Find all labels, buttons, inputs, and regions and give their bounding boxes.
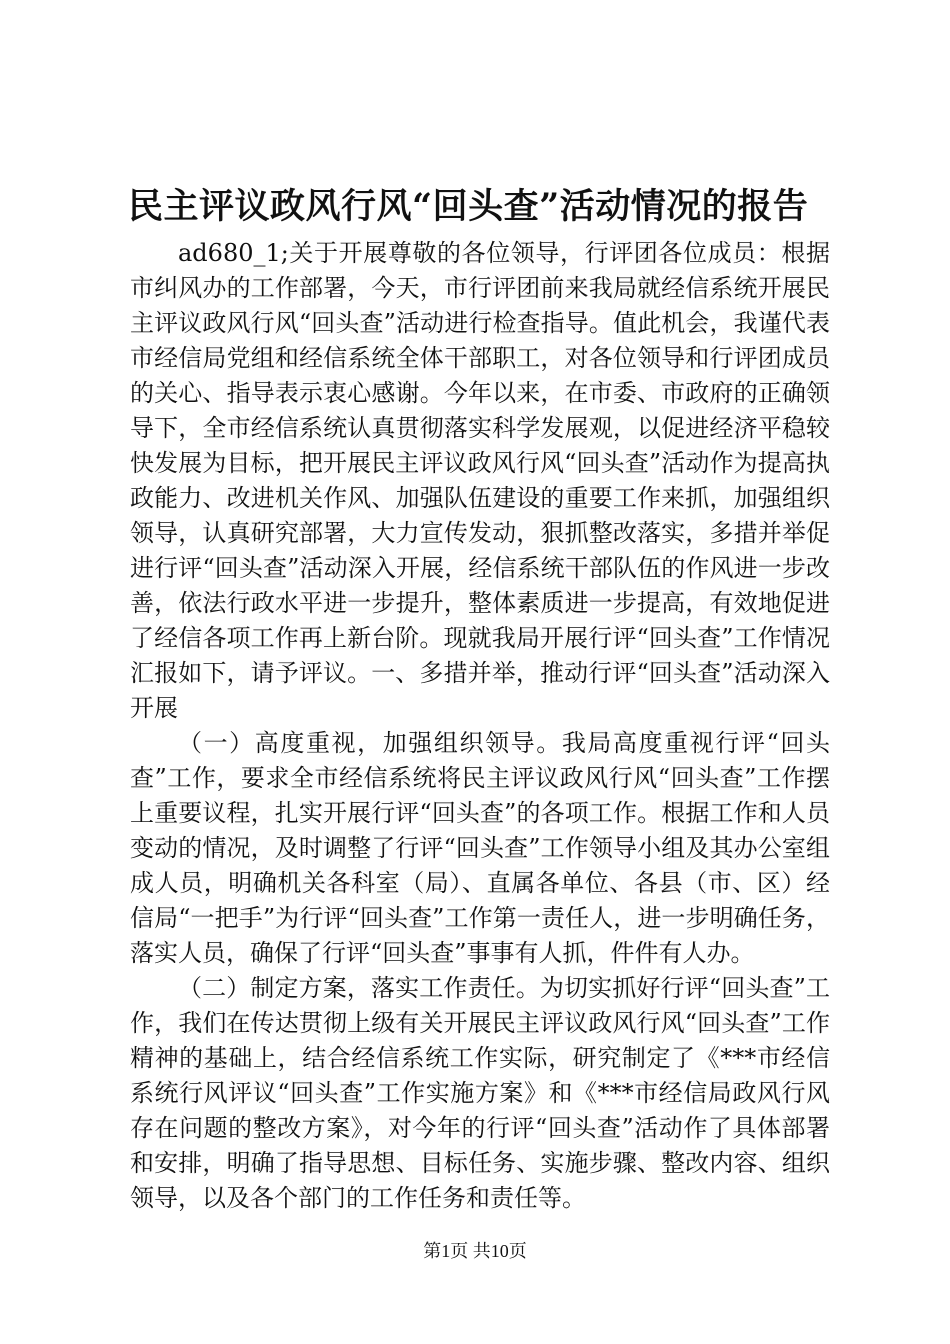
document-title: 民主评议政风行风“回头查”活动情况的报告 [128, 186, 809, 227]
paragraph-section-1: （一）高度重视，加强组织领导。我局高度重视行评“回头查”工作，要求全市经信系统将民主评议政风行风“回头查”工作摆上重要议程，扎实开展行评“回头查”的各项工作。根据工作和人员变动的情况，及时调整了行评“回头查”工作领导小组及其办公室组成人员，明确机关各科室（局）、直属各单位、各县（市、区）经信局“一把手”为行评“回头查”工作第一责任人，进一步明确任务，落实人员，确保了行评“回头查”事事有人抓，件件有人办。 [130, 729, 830, 967]
page-footer: 第1页 共10页 [423, 1241, 527, 1261]
paragraph-intro: ad680_1;关于开展尊敬的各位领导，行评团各位成员：根据市纠风办的工作部署，今天，市行评团前来我局就经信系统开展民主评议政风行风“回头查”活动进行检查指导。值此机会，我谨代表市经信局党组和经信系统全体干部职工，对各位领导和行评团成员的关心、指导表示衷心感谢。今年以来，在市委、市政府的正确领导下，全市经信系统认真贯彻落实科学发展观，以促进经济平稳较快发展为目标，把开展民主评议政风行风“回头查”活动作为提高执政能力、改进机关作风、加强队伍建设的重要工作来抓，加强组织领导，认真研究部署，大力宣传发动，狠抓整改落实，多措并举促进行评“回头查”活动深入开展，经信系统干部队伍的作风进一步改善，依法行政水平进一步提升，整体素质进一步提高，有效地促进了经信各项工作再上新台阶。现就我局开展行评“回头查”工作情况汇报如下，请予评议。一、多措并举，推动行评“回头查”活动深入开展 [130, 239, 830, 722]
paragraph-section-2: （二）制定方案，落实工作责任。为切实抓好行评“回头查”工作，我们在传达贯彻上级有关开展民主评议政风行风“回头查”工作精神的基础上，结合经信系统工作实际，研究制定了《***市经信系统行风评议“回头查”工作实施方案》和《***市经信局政风行风存在问题的整改方案》，对今年的行评“回头查”活动作了具体部署和安排，明确了指导思想、目标任务、实施步骤、整改内容、组织领导，以及各个部门的工作任务和责任等。 [130, 974, 830, 1212]
document-body [130, 236, 830, 1216]
